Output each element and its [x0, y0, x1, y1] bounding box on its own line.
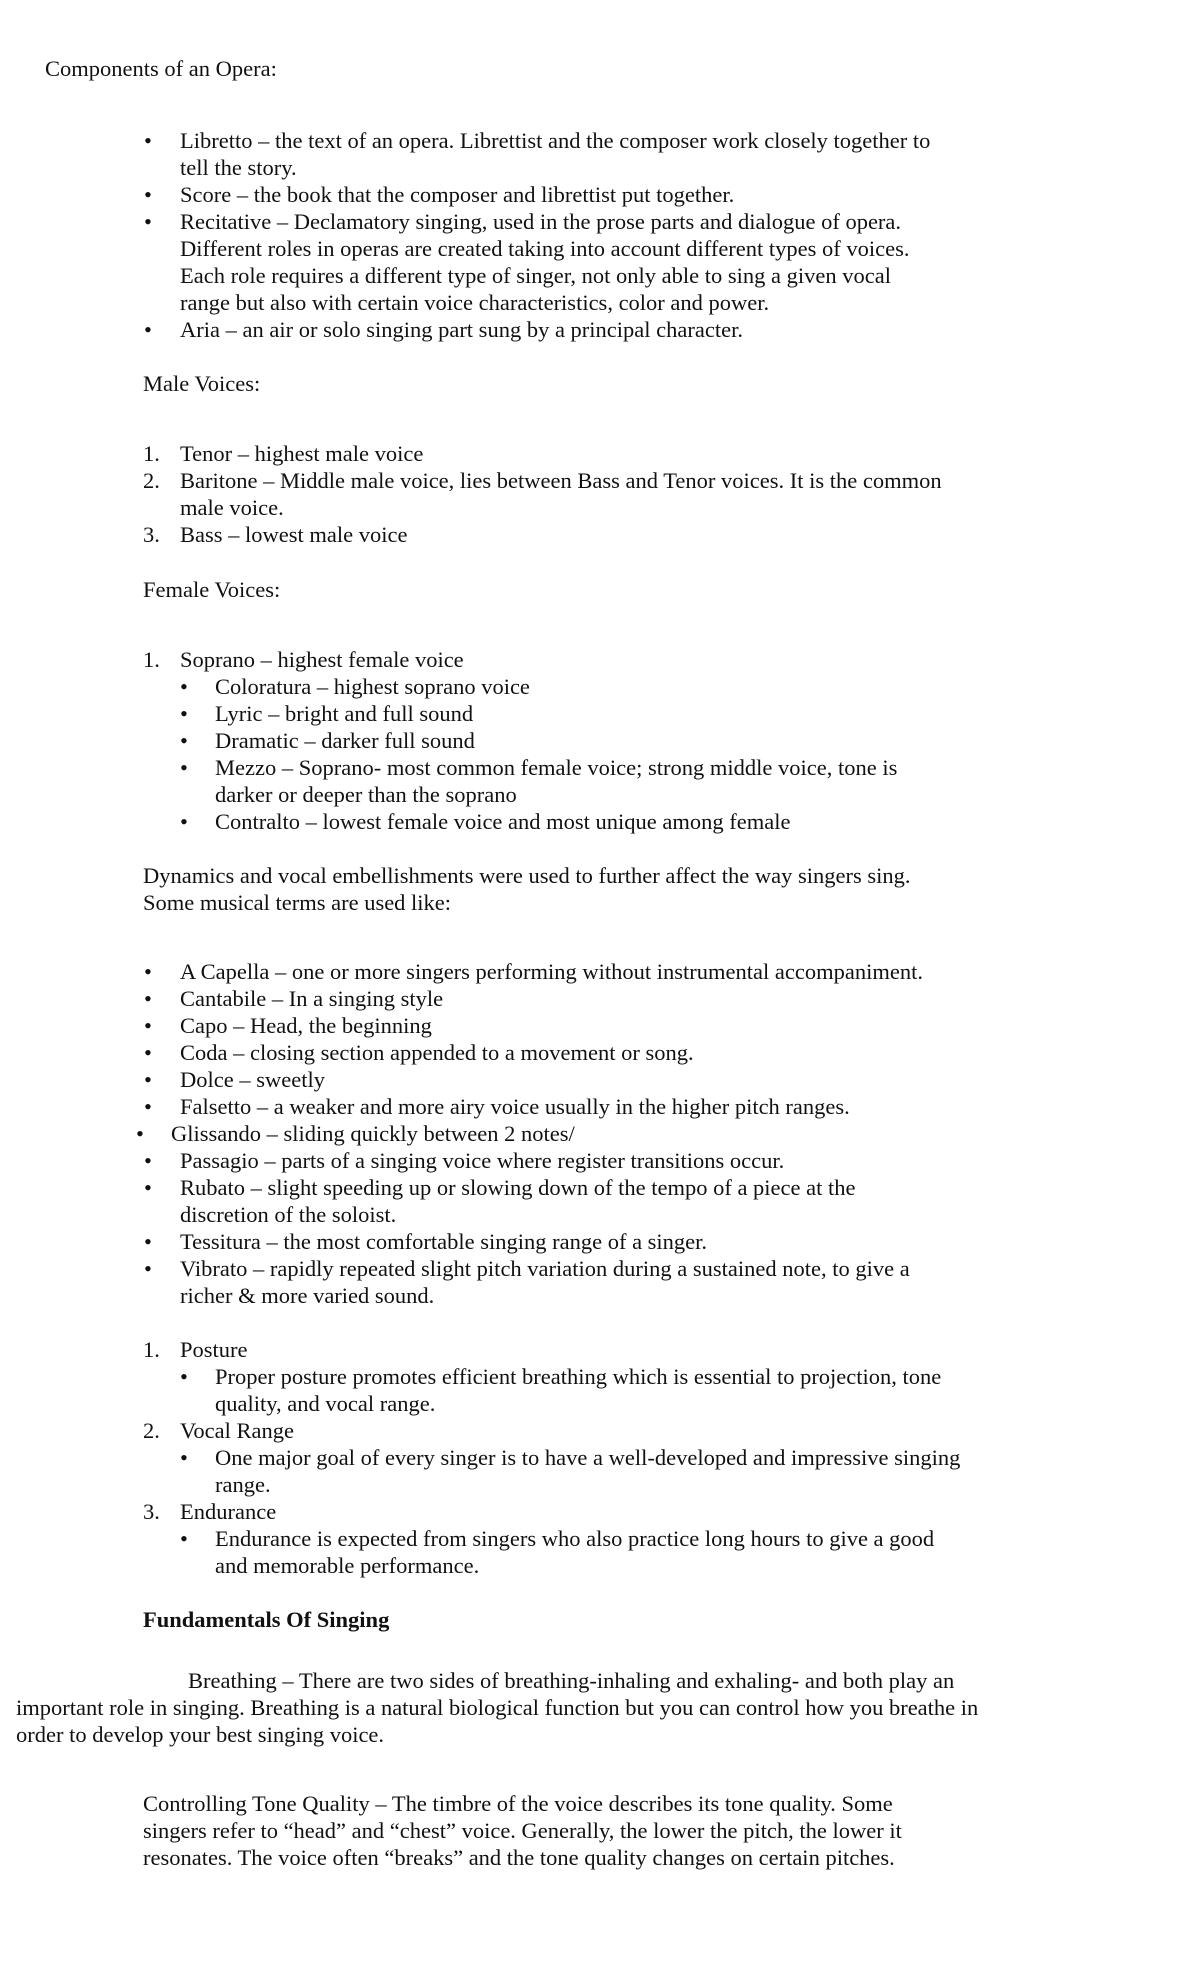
- term-passagio: Passagio – parts of a singing voice where register transitions occur.: [180, 1148, 785, 1173]
- dynamics-paragraph: Dynamics and vocal embellishments were used to further affect the way singers sing.: [143, 863, 911, 888]
- list-number: 1.: [143, 1337, 160, 1362]
- list-item-contralto: Contralto – lowest female voice and most unique among female: [215, 809, 791, 834]
- list-item-baritone: Baritone – Middle male voice, lies between Bass and Tenor voices. It is the common: [180, 468, 942, 493]
- list-item-continuation: tell the story.: [180, 155, 297, 180]
- term-rubato: Rubato – slight speeding up or slowing down of the tempo of a piece at the: [180, 1175, 856, 1200]
- list-item-mezzo: Mezzo – Soprano- most common female voice; strong middle voice, tone is: [215, 755, 898, 780]
- list-number: 2.: [143, 468, 160, 493]
- list-number: 1.: [143, 647, 160, 672]
- bullet-marker: •: [180, 1445, 188, 1470]
- bullet-marker: •: [144, 1040, 152, 1065]
- list-item-score: Score – the book that the composer and librettist put together.: [180, 182, 735, 207]
- list-item-coloratura: Coloratura – highest soprano voice: [215, 674, 530, 699]
- bullet-marker: •: [144, 1094, 152, 1119]
- list-item-continuation: range but also with certain voice characteristics, color and power.: [180, 290, 770, 315]
- list-item-lyric: Lyric – bright and full sound: [215, 701, 474, 726]
- bullet-marker: •: [180, 1526, 188, 1551]
- sub-item-vocal-range: One major goal of every singer is to have a well-developed and impressive singing: [215, 1445, 961, 1470]
- bullet-marker: •: [144, 1067, 152, 1092]
- list-item-continuation: Different roles in operas are created taking into account different types of voices.: [180, 236, 910, 261]
- breathing-paragraph: Breathing – There are two sides of breathing-inhaling and exhaling- and both play an: [188, 1668, 955, 1693]
- term-cantabile: Cantabile – In a singing style: [180, 986, 444, 1011]
- bullet-marker: •: [144, 959, 152, 984]
- bullet-marker: •: [144, 182, 152, 207]
- male-voices-heading: Male Voices:: [143, 371, 261, 396]
- list-item-continuation: Each role requires a different type of singer, not only able to sing a given vocal: [180, 263, 891, 288]
- list-item-bass: Bass – lowest male voice: [180, 522, 408, 547]
- list-item-continuation: darker or deeper than the soprano: [215, 782, 517, 807]
- list-item-posture: Posture: [180, 1337, 248, 1362]
- term-vibrato: Vibrato – rapidly repeated slight pitch variation during a sustained note, to give a: [180, 1256, 910, 1281]
- section-heading-fundamentals: Fundamentals Of Singing: [143, 1607, 390, 1632]
- bullet-marker: •: [180, 755, 188, 780]
- bullet-marker: •: [180, 1364, 188, 1389]
- list-item-dramatic: Dramatic – darker full sound: [215, 728, 475, 753]
- list-item-aria: Aria – an air or solo singing part sung by a principal character.: [180, 317, 743, 342]
- bullet-marker: •: [180, 809, 188, 834]
- list-number: 3.: [143, 1499, 160, 1524]
- list-item-continuation: and memorable performance.: [215, 1553, 480, 1578]
- list-item-soprano: Soprano – highest female voice: [180, 647, 464, 672]
- tone-quality-paragraph: Controlling Tone Quality – The timbre of the voice describes its tone quality. Some: [143, 1791, 893, 1816]
- list-item-libretto: Libretto – the text of an opera. Librettist and the composer work closely together to: [180, 128, 931, 153]
- bullet-marker: •: [144, 209, 152, 234]
- sub-item-endurance: Endurance is expected from singers who also practice long hours to give a good: [215, 1526, 935, 1551]
- term-dolce: Dolce – sweetly: [180, 1067, 325, 1092]
- bullet-marker: •: [180, 674, 188, 699]
- term-tessitura: Tessitura – the most comfortable singing range of a singer.: [180, 1229, 708, 1254]
- list-item-endurance: Endurance: [180, 1499, 277, 1524]
- bullet-marker: •: [144, 1256, 152, 1281]
- breathing-paragraph: order to develop your best singing voice.: [16, 1722, 385, 1747]
- bullet-marker: •: [144, 1148, 152, 1173]
- term-a-capella: A Capella – one or more singers performing without instrumental accompaniment.: [180, 959, 923, 984]
- list-item-tenor: Tenor – highest male voice: [180, 441, 424, 466]
- tone-quality-paragraph: singers refer to “head” and “chest” voice. Generally, the lower the pitch, the lower it: [143, 1818, 902, 1843]
- bullet-marker: •: [144, 986, 152, 1011]
- term-coda: Coda – closing section appended to a movement or song.: [180, 1040, 694, 1065]
- list-item-vocal-range: Vocal Range: [180, 1418, 294, 1443]
- page-title: Components of an Opera:: [45, 56, 277, 81]
- bullet-marker: •: [144, 1175, 152, 1200]
- bullet-marker: •: [144, 1229, 152, 1254]
- bullet-marker: •: [180, 728, 188, 753]
- bullet-marker: •: [144, 317, 152, 342]
- list-number: 3.: [143, 522, 160, 547]
- breathing-paragraph: important role in singing. Breathing is a natural biological function but you can control how you breathe in: [16, 1695, 979, 1720]
- list-item-continuation: quality, and vocal range.: [215, 1391, 436, 1416]
- list-item-continuation: range.: [215, 1472, 271, 1497]
- list-number: 1.: [143, 441, 160, 466]
- list-item-continuation: discretion of the soloist.: [180, 1202, 397, 1227]
- bullet-marker: •: [180, 701, 188, 726]
- list-number: 2.: [143, 1418, 160, 1443]
- bullet-marker: •: [136, 1121, 144, 1146]
- list-item-continuation: richer & more varied sound.: [180, 1283, 435, 1308]
- female-voices-heading: Female Voices:: [143, 577, 281, 602]
- bullet-marker: •: [144, 128, 152, 153]
- sub-item-posture: Proper posture promotes efficient breathing which is essential to projection, tone: [215, 1364, 942, 1389]
- term-capo: Capo – Head, the beginning: [180, 1013, 432, 1038]
- bullet-marker: •: [144, 1013, 152, 1038]
- list-item-recitative: Recitative – Declamatory singing, used in the prose parts and dialogue of opera.: [180, 209, 902, 234]
- list-item-continuation: male voice.: [180, 495, 284, 520]
- tone-quality-paragraph: resonates. The voice often “breaks” and the tone quality changes on certain pitches.: [143, 1845, 895, 1870]
- term-glissando: Glissando – sliding quickly between 2 notes/: [171, 1121, 575, 1146]
- dynamics-paragraph: Some musical terms are used like:: [143, 890, 452, 915]
- term-falsetto: Falsetto – a weaker and more airy voice usually in the higher pitch ranges.: [180, 1094, 850, 1119]
